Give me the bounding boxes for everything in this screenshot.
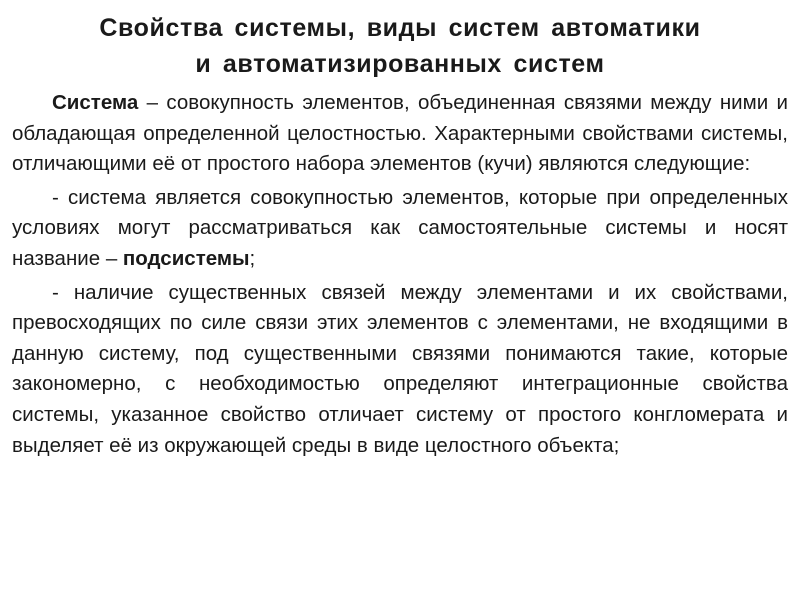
- definition-text: – совокупность элементов, объединенная связями между ними и обладающая определенной целостностью. Характерными свойствами системы, отличающими её от простого набора элементов (кучи) являются следующие:: [12, 91, 788, 176]
- slide-title-line-1: Свойства системы, виды систем автоматики: [99, 14, 701, 42]
- definition-paragraph: [12, 88, 788, 180]
- slide-title-line-2: и автоматизированных систем: [195, 50, 605, 78]
- slide-body: [12, 88, 788, 461]
- property-links-paragraph: [12, 278, 788, 462]
- property-links-text: - наличие существенных связей между элементами и их свойствами, превосходящих по силе связи этих элементов с элементами, не входящими в данную систему, под существенными связями понимаются такие, которые закономерно, с необходимостью определяют интеграционные свойства системы, указанное свойство отличает систему от простого конгломерата и выделяет её из окружающей среды в виде целостного объекта;: [12, 280, 788, 457]
- property-subsystems-tail: ;: [249, 246, 256, 270]
- property-subsystems-text: - система является совокупностью элементов, которые при определенных условиях могут рассматриваться как самостоятельные системы и носят название –: [12, 185, 788, 270]
- term-system: Система: [52, 91, 139, 114]
- property-subsystems-paragraph: [12, 183, 788, 275]
- term-subsystems: подсистемы: [122, 246, 250, 270]
